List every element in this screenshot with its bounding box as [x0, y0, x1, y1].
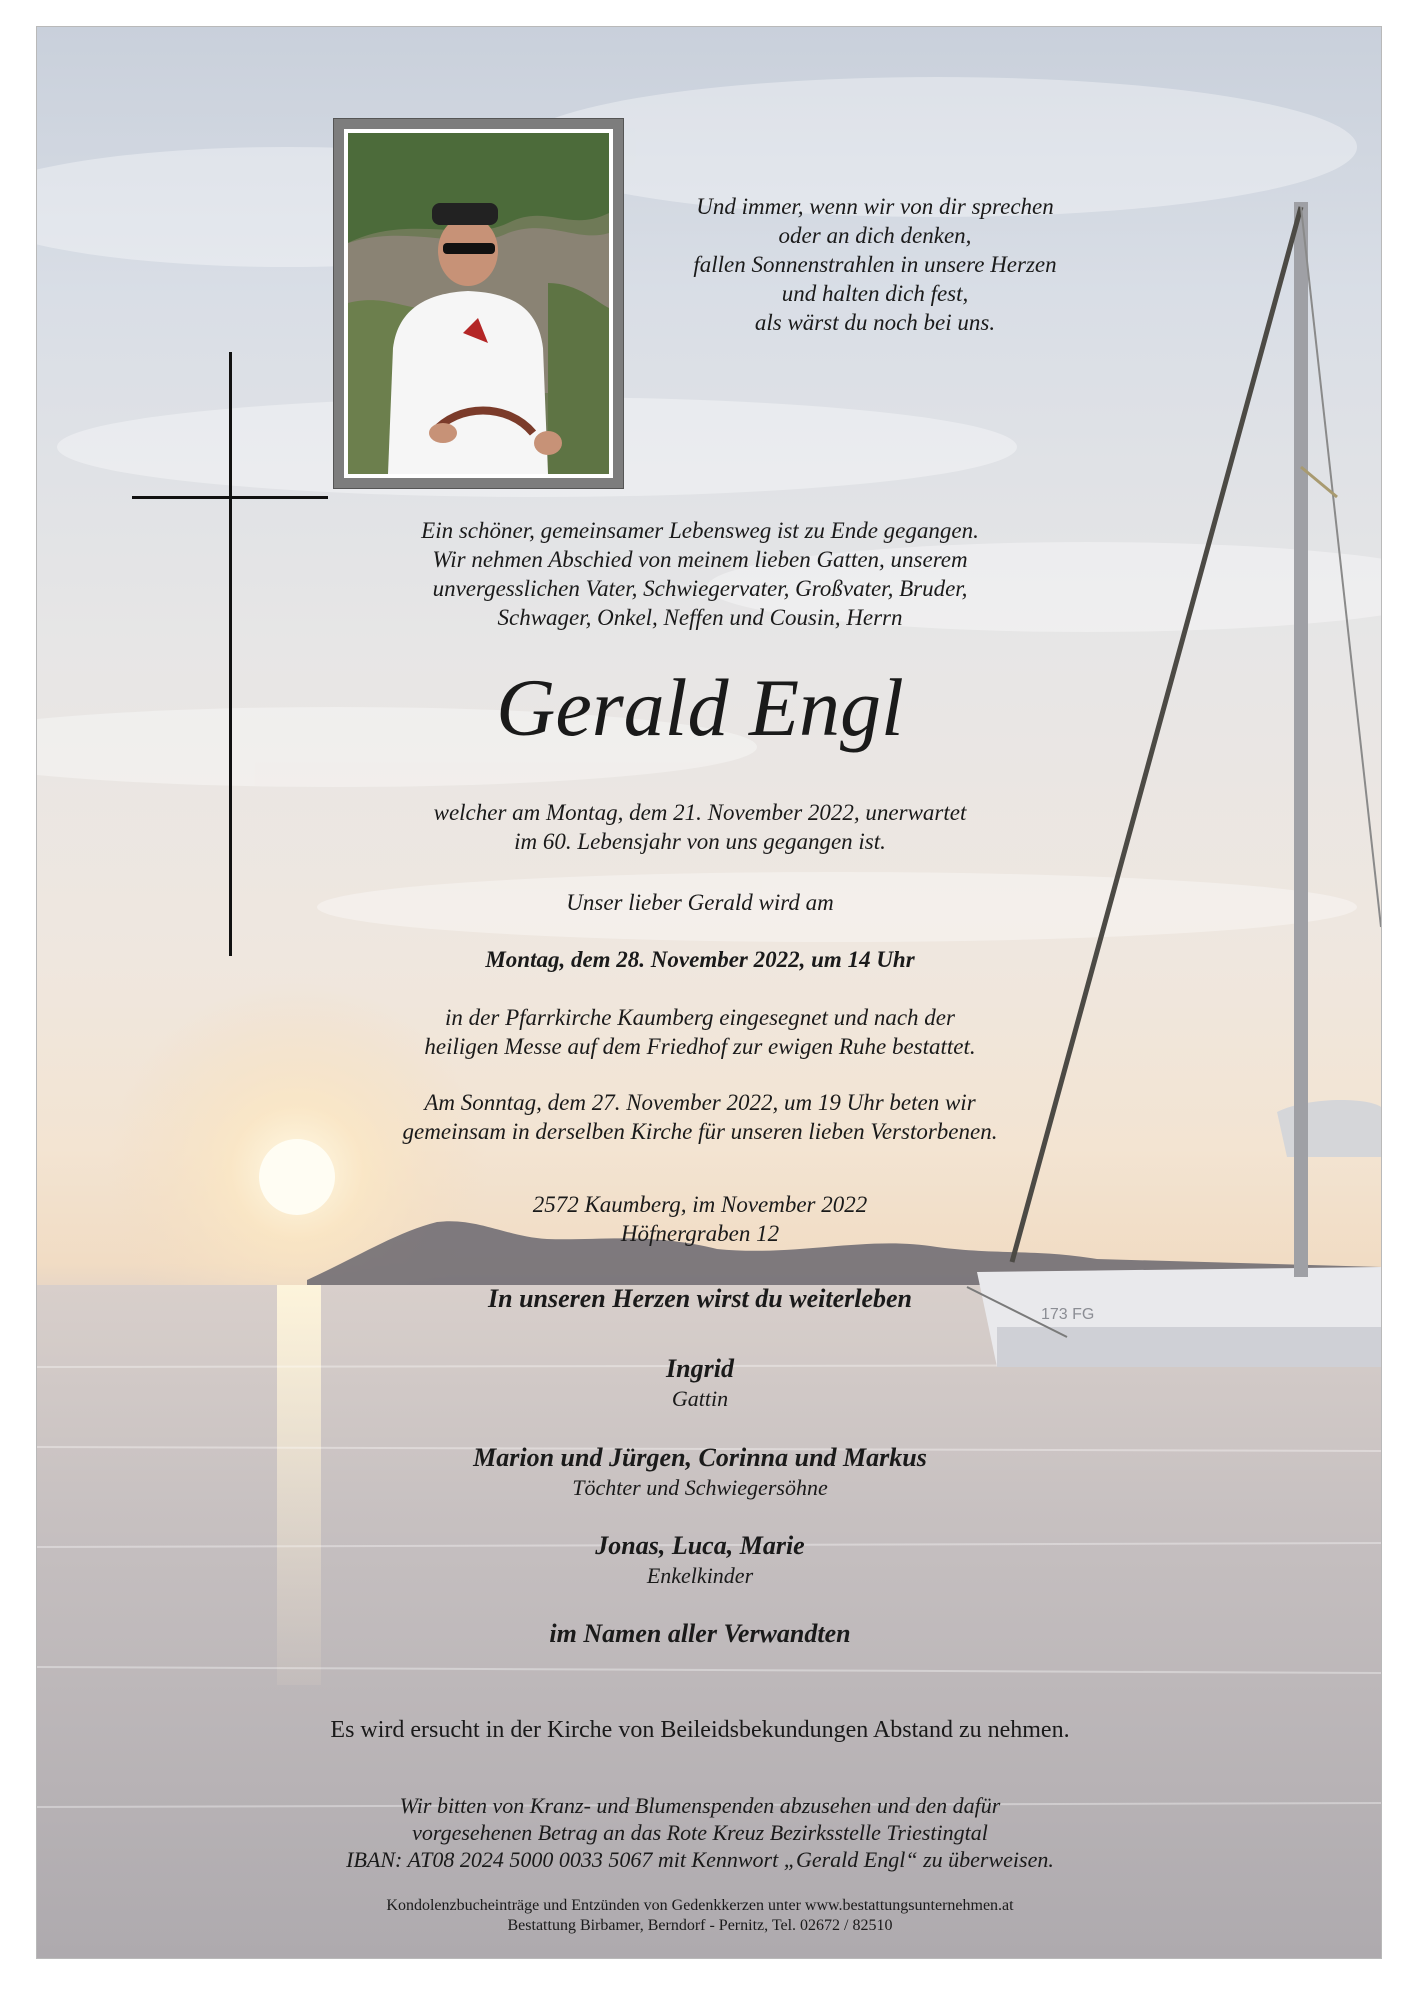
- intro-line: Ein schöner, gemeinsamer Lebensweg ist zu Ende gegangen.: [421, 518, 979, 543]
- ceremony-line: heiligen Messe auf dem Friedhof zur ewigen Ruhe bestattet.: [424, 1034, 976, 1059]
- family-role: Enkelkinder: [646, 1563, 754, 1588]
- poem-line: und halten dich fest,: [781, 281, 969, 306]
- poem-line: fallen Sonnenstrahlen in unsere Herzen: [693, 252, 1057, 277]
- donation-line: Wir bitten von Kranz- und Blumenspenden abzusehen und den dafür: [399, 1793, 1001, 1818]
- intro-line: unvergesslichen Vater, Schwiegervater, Großvater, Bruder,: [432, 576, 968, 601]
- intro-line: Schwager, Onkel, Neffen und Cousin, Herrn: [497, 605, 903, 630]
- donation-line: vorgesehenen Betrag an das Rote Kreuz Bezirksstelle Triestingtal: [412, 1820, 988, 1845]
- ceremony-line: in der Pfarrkirche Kaumberg eingesegnet und nach der: [445, 1005, 955, 1030]
- place-line: 2572 Kaumberg, im November 2022: [532, 1192, 868, 1217]
- portrait-frame: [333, 118, 624, 489]
- poem-line: als wärst du noch bei uns.: [754, 310, 996, 335]
- poem-line: oder an dich denken,: [778, 223, 972, 248]
- death-line: im 60. Lebensjahr von uns gegangen ist.: [514, 829, 886, 854]
- footer-line: Bestattung Birbamer, Berndorf - Pernitz, Tel. 02672 / 82510: [507, 1917, 893, 1934]
- address-line: Höfnergraben 12: [620, 1221, 780, 1246]
- prayer-info: [300, 1088, 1100, 1146]
- death-line: welcher am Montag, dem 21. November 2022, unerwartet: [433, 800, 967, 825]
- donation-line: IBAN: AT08 2024 5000 0033 5067 mit Kennwort „Gerald Engl“ zu überweisen.: [346, 1847, 1054, 1872]
- poem: [645, 192, 1105, 337]
- cross-icon: [229, 352, 232, 956]
- portrait-photo: [348, 133, 609, 474]
- family-names: Ingrid: [666, 1354, 734, 1383]
- donation-note: [200, 1792, 1200, 1873]
- footer: [200, 1896, 1200, 1936]
- funeral-date: Montag, dem 28. November 2022, um 14 Uhr: [485, 947, 915, 972]
- prayer-line: Am Sonntag, dem 27. November 2022, um 19 Uhr beten wir: [424, 1090, 976, 1115]
- death-info: [300, 798, 1100, 856]
- poem-line: Und immer, wenn wir von dir sprechen: [696, 194, 1054, 219]
- family-names: Jonas, Luca, Marie: [595, 1531, 805, 1560]
- footer-line: Kondolenzbucheinträge und Entzünden von Gedenkkerzen unter www.bestattungsunternehmen.at: [386, 1897, 1014, 1914]
- place-and-date: [300, 1190, 1100, 1248]
- farewell-intro: [300, 516, 1100, 632]
- cross-icon-bar: [132, 496, 328, 499]
- boat-hull-text: 173 FG: [1041, 1306, 1095, 1323]
- funeral-intro: Unser lieber Gerald wird am: [566, 890, 834, 915]
- intro-line: Wir nehmen Abschied von meinem lieben Gatten, unserem: [432, 547, 968, 572]
- relatives-line: im Namen aller Verwandten: [549, 1619, 851, 1648]
- motto: In unseren Herzen wirst du weiterleben: [487, 1284, 912, 1313]
- deceased-name: Gerald Engl: [496, 662, 904, 753]
- prayer-line: gemeinsam in derselben Kirche für unseren lieben Verstorbenen.: [402, 1119, 998, 1144]
- family-role: Töchter und Schwiegersöhne: [572, 1475, 828, 1500]
- funeral-ceremony: [300, 1003, 1100, 1061]
- family-names: Marion und Jürgen, Corinna und Markus: [473, 1443, 927, 1472]
- family-role: Gattin: [671, 1386, 729, 1411]
- condolence-request: Es wird ersucht in der Kirche von Beileidsbekundungen Abstand zu nehmen.: [330, 1717, 1070, 1743]
